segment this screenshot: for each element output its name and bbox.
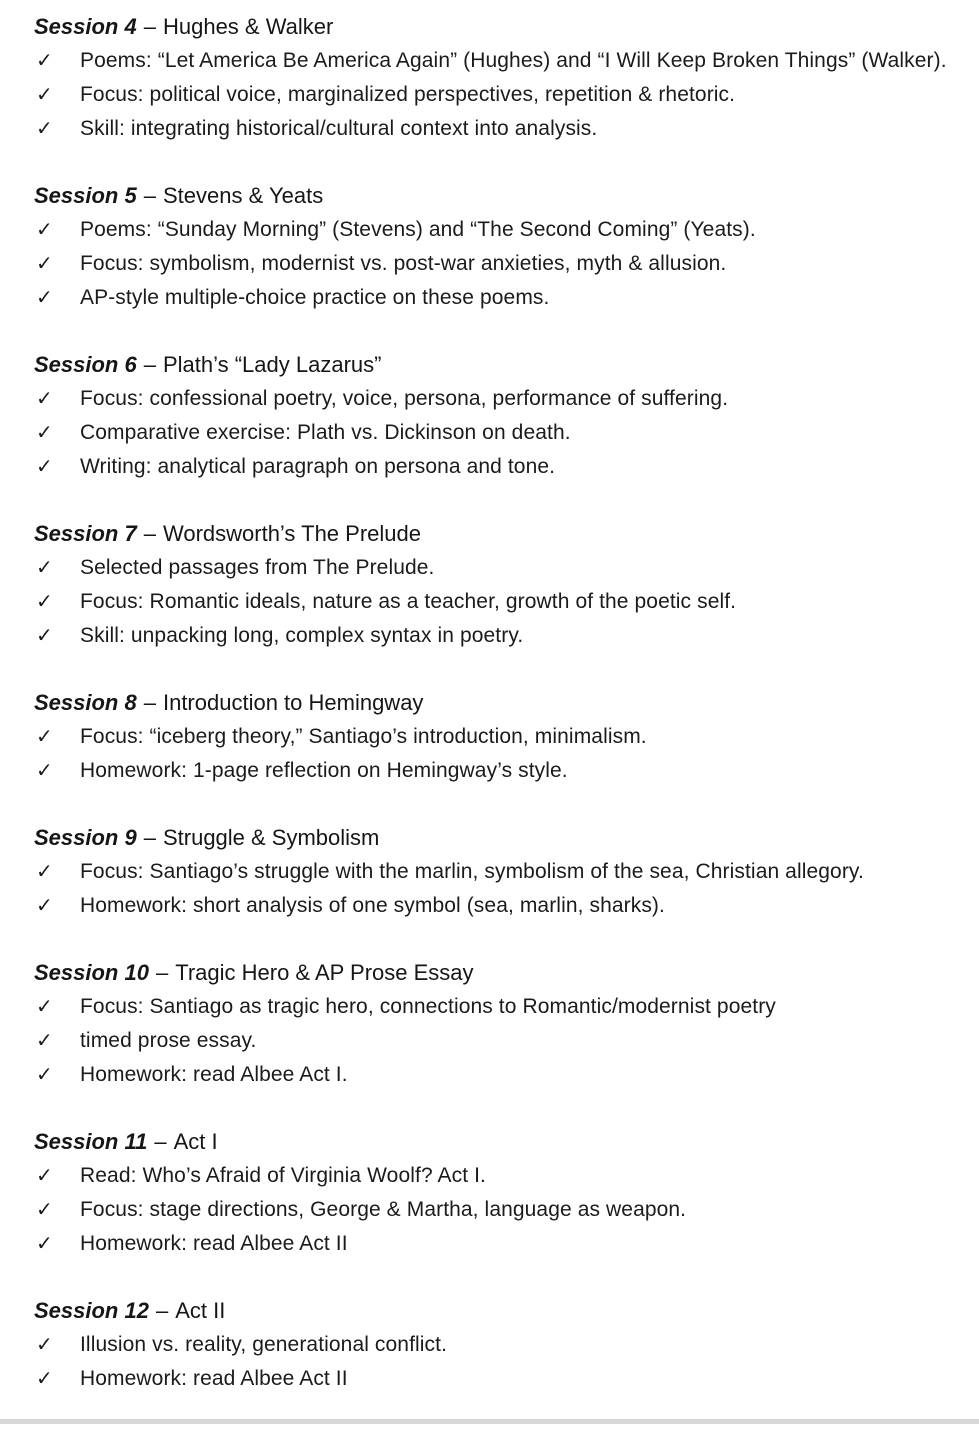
checkmark-icon: ✓ <box>36 996 53 1018</box>
session-number: Session 4 <box>34 14 137 39</box>
session-heading <box>34 956 949 990</box>
session-number: Session 8 <box>34 690 137 715</box>
session-title: Plath’s “Lady Lazarus” <box>162 352 382 377</box>
session-heading <box>34 1294 949 1328</box>
checkmark-icon: ✓ <box>36 1064 53 1086</box>
session-separator: – <box>143 690 156 715</box>
session-section <box>34 956 949 1092</box>
bullet-text: Skill: unpacking long, complex syntax in poetry. <box>80 624 524 647</box>
checkmark-icon: ✓ <box>36 861 53 883</box>
bullet-text: Focus: confessional poetry, voice, persona, performance of suffering. <box>80 387 729 410</box>
checkmark-icon: ✓ <box>36 219 53 241</box>
session-heading <box>34 1125 949 1159</box>
bullet-item <box>34 1362 949 1396</box>
session-number: Session 11 <box>34 1129 148 1154</box>
bullet-text: Skill: integrating historical/cultural context into analysis. <box>80 117 598 140</box>
bullet-item <box>34 889 949 923</box>
bullet-item <box>34 855 949 889</box>
bullet-text: Read: Who’s Afraid of Virginia Woolf? Act I. <box>80 1164 486 1187</box>
session-separator: – <box>155 960 169 985</box>
session-number: Session 9 <box>34 825 137 850</box>
bullet-text: Homework: read Albee Act II <box>80 1232 348 1255</box>
session-section <box>34 179 949 315</box>
bullet-text: Focus: stage directions, George & Martha, language as weapon. <box>80 1198 687 1221</box>
session-heading <box>34 517 949 551</box>
sessions-list <box>34 10 949 1396</box>
bullet-item <box>34 585 949 619</box>
session-separator: – <box>143 183 156 208</box>
session-section <box>34 1125 949 1261</box>
bullet-item <box>34 247 949 281</box>
bullet-text: Focus: Santiago as tragic hero, connections to Romantic/modernist poetry <box>80 995 776 1018</box>
checkmark-icon: ✓ <box>36 760 53 782</box>
bullet-text: Homework: read Albee Act I. <box>80 1063 348 1086</box>
session-number: Session 10 <box>34 960 149 985</box>
bullet-text: Selected passages from The Prelude. <box>80 556 435 579</box>
session-heading <box>34 686 949 720</box>
bullet-item <box>34 281 949 315</box>
checkmark-icon: ✓ <box>36 456 53 478</box>
checkmark-icon: ✓ <box>36 625 53 647</box>
session-section <box>34 1294 949 1396</box>
session-heading <box>34 10 949 44</box>
bullet-text: Focus: “iceberg theory,” Santiago’s introduction, minimalism. <box>80 725 647 748</box>
session-title: Act I <box>173 1129 218 1154</box>
bullet-item <box>34 78 949 112</box>
session-section <box>34 10 949 146</box>
checkmark-icon: ✓ <box>36 1030 53 1052</box>
checkmark-icon: ✓ <box>36 388 53 410</box>
session-heading <box>34 348 949 382</box>
bullet-text: Homework: read Albee Act II <box>80 1367 348 1390</box>
bullet-text: Homework: short analysis of one symbol (sea, marlin, sharks). <box>80 894 665 917</box>
bullet-item <box>34 1328 949 1362</box>
bullet-item <box>34 551 949 585</box>
checkmark-icon: ✓ <box>36 50 53 72</box>
session-section <box>34 686 949 788</box>
session-title: Act II <box>175 1298 226 1323</box>
session-title: Wordsworth’s The Prelude <box>162 521 421 546</box>
checkmark-icon: ✓ <box>36 118 53 140</box>
bullet-item <box>34 1193 949 1227</box>
session-title: Struggle & Symbolism <box>162 825 380 850</box>
bullet-item <box>34 44 949 78</box>
session-heading <box>34 179 949 213</box>
session-number: Session 6 <box>34 352 137 377</box>
checkmark-icon: ✓ <box>36 1165 53 1187</box>
bullet-item <box>34 1058 949 1092</box>
bullet-item <box>34 213 949 247</box>
bullet-item <box>34 416 949 450</box>
checkmark-icon: ✓ <box>36 422 53 444</box>
checkmark-icon: ✓ <box>36 1334 53 1356</box>
bullet-item <box>34 990 949 1024</box>
session-title: Introduction to Hemingway <box>162 690 424 715</box>
bullet-item <box>34 1159 949 1193</box>
checkmark-icon: ✓ <box>36 1368 53 1390</box>
bullet-text: Poems: “Sunday Morning” (Stevens) and “The Second Coming” (Yeats). <box>80 218 756 241</box>
bullet-text: Homework: 1-page reflection on Hemingway’s style. <box>80 759 568 782</box>
checkmark-icon: ✓ <box>36 1233 53 1255</box>
bullet-text: timed prose essay. <box>80 1029 257 1052</box>
session-number: Session 7 <box>34 521 137 546</box>
session-separator: – <box>143 521 156 546</box>
bullet-text: AP-style multiple-choice practice on these poems. <box>80 286 550 309</box>
session-heading <box>34 821 949 855</box>
scan-artifact-line <box>0 1419 979 1424</box>
session-title: Stevens & Yeats <box>162 183 324 208</box>
session-separator: – <box>154 1129 167 1154</box>
session-separator: – <box>155 1298 169 1323</box>
session-section <box>34 821 949 923</box>
bullet-text: Focus: political voice, marginalized perspectives, repetition & rhetoric. <box>80 83 736 106</box>
bullet-text: Focus: Romantic ideals, nature as a teacher, growth of the poetic self. <box>80 590 737 613</box>
session-number: Session 5 <box>34 183 137 208</box>
checkmark-icon: ✓ <box>36 557 53 579</box>
bullet-item <box>34 619 949 653</box>
session-section <box>34 348 949 484</box>
checkmark-icon: ✓ <box>36 726 53 748</box>
session-section <box>34 517 949 653</box>
session-separator: – <box>143 352 156 377</box>
bullet-item <box>34 720 949 754</box>
checkmark-icon: ✓ <box>36 895 53 917</box>
session-separator: – <box>143 825 156 850</box>
bullet-text: Focus: Santiago’s struggle with the marlin, symbolism of the sea, Christian allegory. <box>80 860 864 883</box>
bullet-item <box>34 450 949 484</box>
checkmark-icon: ✓ <box>36 591 53 613</box>
session-title: Tragic Hero & AP Prose Essay <box>175 960 474 985</box>
bullet-item <box>34 754 949 788</box>
bullet-item <box>34 1024 949 1058</box>
bullet-item <box>34 112 949 146</box>
checkmark-icon: ✓ <box>36 287 53 309</box>
bullet-text: Comparative exercise: Plath vs. Dickinson on death. <box>80 421 571 444</box>
bullet-text: Focus: symbolism, modernist vs. post-war anxieties, myth & allusion. <box>80 252 727 275</box>
checkmark-icon: ✓ <box>36 253 53 275</box>
bullet-item <box>34 382 949 416</box>
checkmark-icon: ✓ <box>36 1199 53 1221</box>
session-separator: – <box>143 14 156 39</box>
bullet-text: Illusion vs. reality, generational conflict. <box>80 1333 448 1356</box>
session-title: Hughes & Walker <box>162 14 334 39</box>
checkmark-icon: ✓ <box>36 84 53 106</box>
bullet-text: Writing: analytical paragraph on persona and tone. <box>80 455 556 478</box>
session-number: Session 12 <box>34 1298 149 1323</box>
bullet-text: Poems: “Let America Be America Again” (Hughes) and “I Will Keep Broken Things” (Walker). <box>80 49 947 72</box>
bullet-item <box>34 1227 949 1261</box>
